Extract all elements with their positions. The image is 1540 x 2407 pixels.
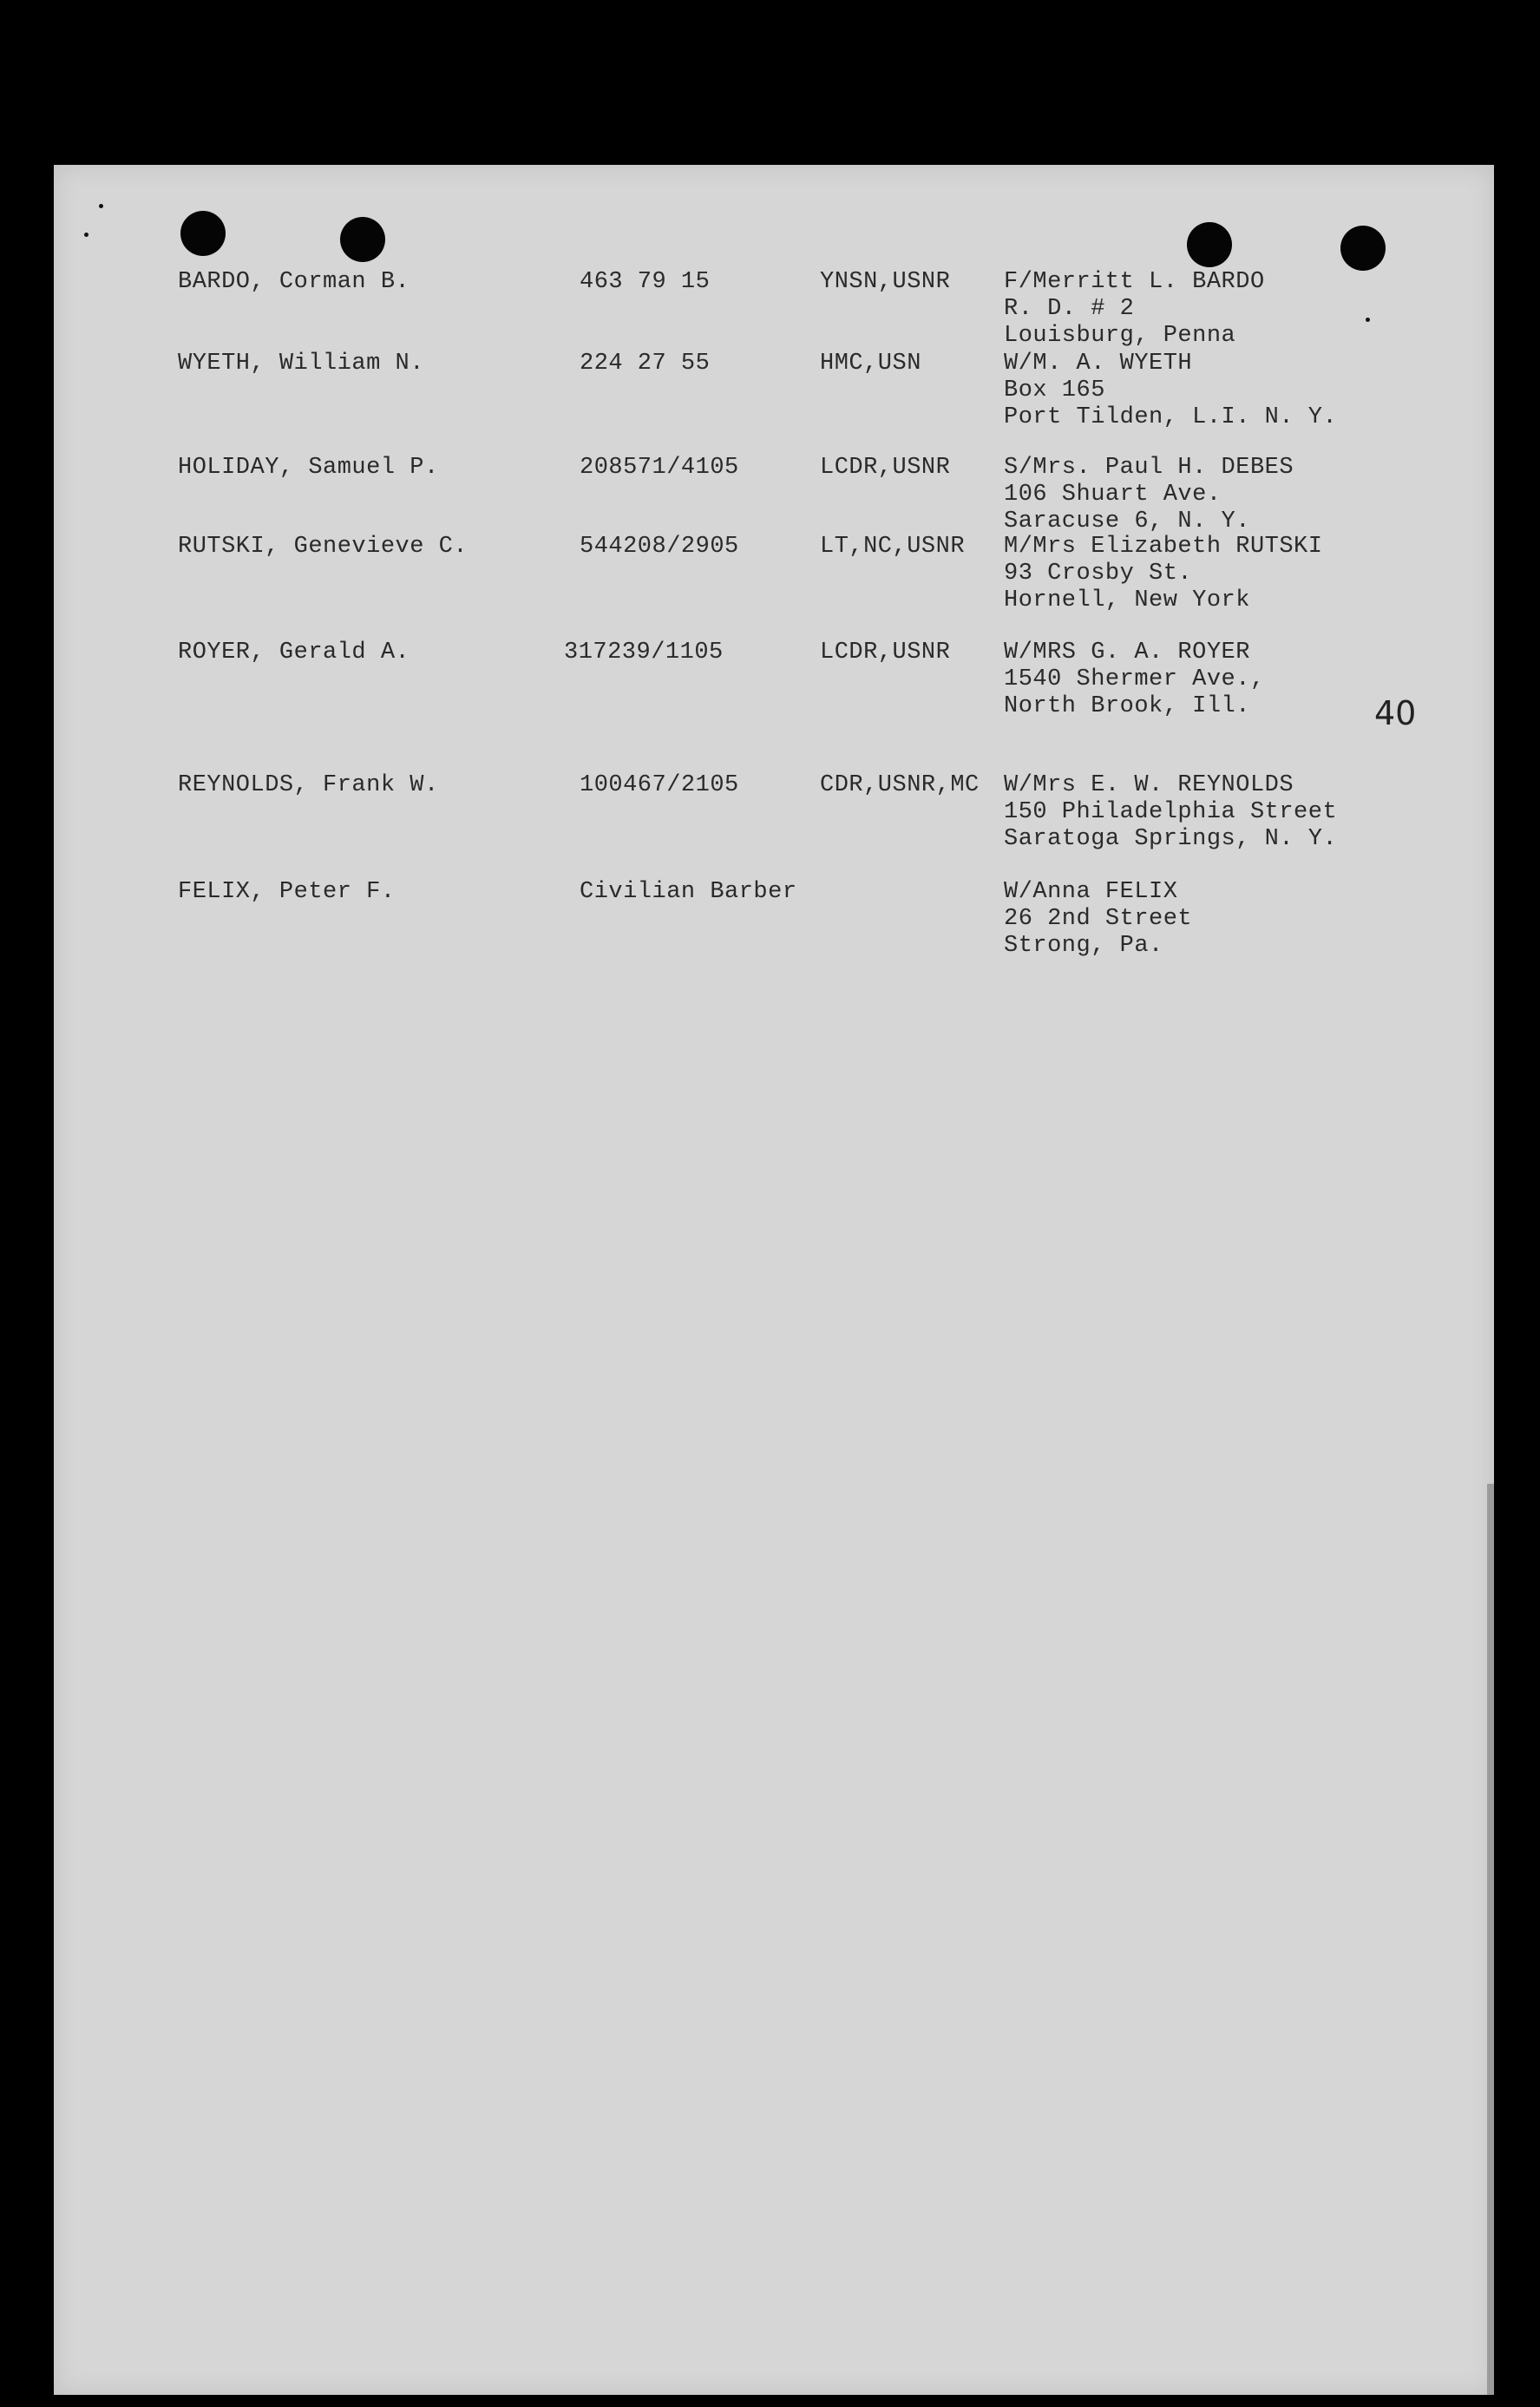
record-service-number: 100467/2105 bbox=[580, 772, 739, 798]
record-rank: HMC,USN bbox=[820, 351, 921, 377]
record-service-number: 224 27 55 bbox=[580, 351, 711, 377]
record-service-number: 463 79 15 bbox=[580, 269, 711, 295]
record-name: HOLIDAY, Samuel P. bbox=[178, 455, 439, 481]
record-contact bbox=[1004, 534, 1322, 614]
record-service-number: Civilian Barber bbox=[580, 879, 797, 905]
contact-line: 150 Philadelphia Street bbox=[1004, 799, 1338, 825]
page-edge-shadow bbox=[1487, 1484, 1494, 2395]
record-contact bbox=[1004, 879, 1192, 960]
contact-line: F/Merritt L. BARDO bbox=[1004, 269, 1265, 295]
contact-line: Port Tilden, L.I. N. Y. bbox=[1004, 404, 1338, 430]
record-contact bbox=[1004, 455, 1294, 535]
record-name: REYNOLDS, Frank W. bbox=[178, 772, 439, 798]
record-name: WYETH, William N. bbox=[178, 351, 424, 377]
record-contact bbox=[1004, 772, 1337, 853]
record-contact bbox=[1004, 351, 1337, 431]
punch-hole bbox=[1340, 226, 1386, 271]
contact-line: 26 2nd Street bbox=[1004, 906, 1193, 932]
contact-line: 106 Shuart Ave. bbox=[1004, 482, 1222, 508]
record-name: ROYER, Gerald A. bbox=[178, 639, 410, 666]
contact-line: R. D. # 2 bbox=[1004, 296, 1135, 322]
record-service-number: 208571/4105 bbox=[580, 455, 739, 481]
contact-line: Louisburg, Penna bbox=[1004, 323, 1236, 349]
record-name: FELIX, Peter F. bbox=[178, 879, 396, 905]
record-name: BARDO, Corman B. bbox=[178, 269, 410, 295]
contact-line: Hornell, New York bbox=[1004, 587, 1250, 613]
contact-line: W/MRS G. A. ROYER bbox=[1004, 639, 1250, 666]
record-service-number: 544208/2905 bbox=[580, 534, 739, 560]
contact-line: W/Mrs E. W. REYNOLDS bbox=[1004, 772, 1294, 798]
record-rank: LT,NC,USNR bbox=[820, 534, 966, 560]
record-rank: CDR,USNR,MC bbox=[820, 772, 980, 798]
contact-line: Saracuse 6, N. Y. bbox=[1004, 508, 1250, 535]
punch-hole bbox=[1187, 222, 1232, 267]
record-rank: YNSN,USNR bbox=[820, 269, 951, 295]
record-rank: LCDR,USNR bbox=[820, 639, 951, 666]
record-contact bbox=[1004, 639, 1265, 720]
contact-line: Saratoga Springs, N. Y. bbox=[1004, 826, 1338, 852]
page-number: 40 bbox=[1374, 694, 1417, 732]
document-page bbox=[54, 165, 1494, 2395]
contact-line: Strong, Pa. bbox=[1004, 933, 1163, 959]
contact-line: North Brook, Ill. bbox=[1004, 693, 1250, 719]
record-rank: LCDR,USNR bbox=[820, 455, 951, 481]
punch-hole bbox=[180, 211, 226, 256]
contact-line: W/M. A. WYETH bbox=[1004, 351, 1193, 377]
punch-hole bbox=[340, 217, 385, 262]
speck bbox=[99, 204, 103, 208]
speck bbox=[1366, 318, 1370, 322]
contact-line: 93 Crosby St. bbox=[1004, 561, 1193, 587]
contact-line: 1540 Shermer Ave., bbox=[1004, 666, 1265, 692]
record-name: RUTSKI, Genevieve C. bbox=[178, 534, 469, 560]
record-contact bbox=[1004, 269, 1265, 350]
contact-line: W/Anna FELIX bbox=[1004, 879, 1178, 905]
contact-line: S/Mrs. Paul H. DEBES bbox=[1004, 455, 1294, 481]
contact-line: Box 165 bbox=[1004, 377, 1105, 403]
record-service-number: 317239/1105 bbox=[564, 639, 724, 666]
speck bbox=[84, 233, 88, 237]
contact-line: M/Mrs Elizabeth RUTSKI bbox=[1004, 534, 1323, 560]
